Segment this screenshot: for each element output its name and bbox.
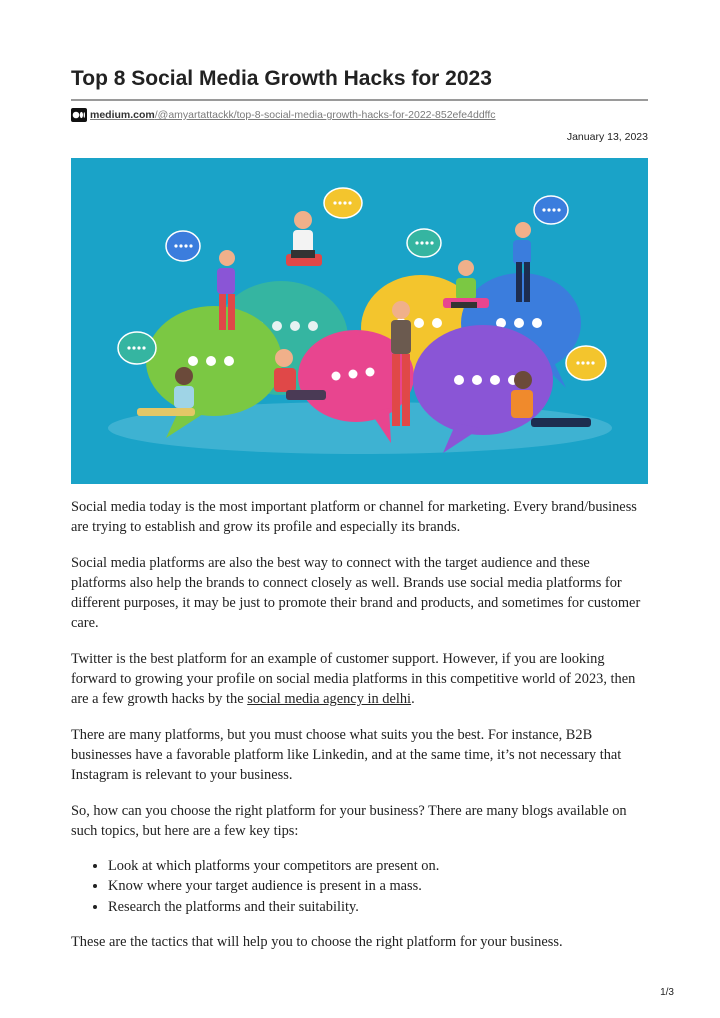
- paragraph-choose: There are many platforms, but you must choose what suits you the best. For instance, B2B businesses have a favorable platform like Linkedin, and at the same time, it’s not necessary that Instagram is relevant to your business.: [71, 726, 622, 784]
- page-number: 1/3: [660, 987, 674, 998]
- article-title: Top 8 Social Media Growth Hacks for 2023: [71, 67, 492, 90]
- medium-logo-icon: [71, 108, 87, 122]
- paragraph-conclusion: These are the tactics that will help you to choose the right platform for your business.: [71, 934, 563, 951]
- publish-date: January 13, 2023: [566, 131, 648, 143]
- paragraph-twitter-end: .: [411, 691, 415, 708]
- article-body: [71, 497, 648, 967]
- small-bubble-blue-left: [166, 231, 200, 261]
- paragraph-twitter: [71, 649, 648, 710]
- paragraph-intro: Social media today is the most important platform or channel for marketing. Every brand/business are trying to establish and grow its profile and especially its brands.: [71, 499, 637, 536]
- list-item: • Know where your target audience is present in a mass.: [108, 876, 648, 896]
- list-item: • Look at which platforms your competitors are present on.: [108, 856, 648, 876]
- paragraph-twitter-text: Twitter is the best platform for an example of customer support. However, if you are looking forward to growing your profile on social media platforms in this competitive world of 2023, then are a few growth hacks by the: [71, 650, 636, 708]
- agency-link[interactable]: social media agency in delhi: [247, 691, 412, 708]
- small-bubble-blue-right: [534, 196, 568, 224]
- source-line: [71, 108, 496, 122]
- paragraph-platforms: Social media platforms are also the best way to connect with the target audience and these platforms also help the brands to connect closely as well. Brands use social media platforms for different purposes, it may be just to promote their brand and products, and sometimes for customer care.: [71, 554, 641, 632]
- small-bubble-yellow-right: [566, 346, 606, 380]
- tips-list: [71, 856, 648, 917]
- source-path: /@amyartattackk/top-8-social-media-growth-hacks-for-2022-852efe4ddffc: [154, 109, 496, 121]
- source-domain: medium.com: [90, 109, 155, 121]
- source-link[interactable]: [90, 109, 496, 121]
- small-bubble-yellow-top: [324, 188, 362, 218]
- paragraph-how-to-choose: So, how can you choose the right platform for your business? There are many blogs available on such topics, but here are a few key tips:: [71, 802, 627, 839]
- small-bubble-teal-middle: [407, 229, 441, 257]
- list-item: • Research the platforms and their suitability.: [108, 897, 648, 917]
- small-bubble-teal-left: [118, 332, 156, 364]
- hero-illustration: [71, 158, 648, 484]
- title-divider: [71, 99, 648, 101]
